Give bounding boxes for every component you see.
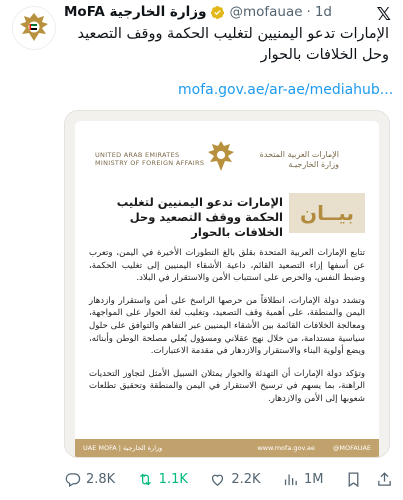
tweet-text: الإمارات تدعو اليمنيين لتغليب الحكمة ووقف التصعيد وحل الخلافات بالحوار xyxy=(77,26,389,63)
statement-paragraph: وتؤكد دولة الإمارات أن التهدئة والحوار يمثلان السبيل الأمثل لتجاوز التحديات الراهنة، بما يسهم في ترسيخ الاستقرار في اليمن والمنطقة وتحقيق تطلعات شعوبها إلى الأمن والازدهار. xyxy=(89,368,365,404)
retweet-icon xyxy=(137,471,154,488)
like-button[interactable] xyxy=(209,471,260,488)
separator-dot: · xyxy=(306,4,311,20)
card-footer xyxy=(75,439,379,457)
retweet-count: 1.1K xyxy=(158,471,188,487)
verified-badge-icon xyxy=(210,5,225,20)
org-name-en: UNITED ARAB EMIRATES MINISTRY OF FOREIGN AFFAIRS xyxy=(95,151,205,167)
action-bar xyxy=(64,468,393,490)
statement-paragraph: وتشدد دولة الإمارات، انطلاقاً من حرصها الراسخ على أمن واستقرار وازدهار اليمن والمنطقة، على أهمية وقف التصعيد، وتغليب لغة الحوار على المواجهة، ومعالجة الخلافات القائمة بين الأشقاء اليمنيين عبر التفاهم والتوافق على حلول سياسية مستدامة، من خلال نهج عقلاني ومسؤول يُعلي مصلحة الوطن وأبنائه، ويضع أولوية البناء والاستقرار والازدهار في مقدمة الاعتبارات. xyxy=(89,295,365,357)
retweet-button[interactable] xyxy=(137,471,188,488)
statement-badge: بيــان xyxy=(289,193,365,233)
share-icon[interactable] xyxy=(376,471,393,488)
falcon-emblem-icon xyxy=(206,139,236,175)
display-name[interactable]: MoFA وزارة الخارجية xyxy=(64,4,207,20)
like-count: 2.2K xyxy=(231,471,261,487)
action-end xyxy=(345,471,393,488)
footer-brand: UAE MOFA | وزارة الخارجية xyxy=(83,444,163,452)
views-button[interactable] xyxy=(282,471,324,488)
statement-image xyxy=(75,121,379,457)
footer-handle: @MOFAUAE xyxy=(332,444,371,452)
statement-header xyxy=(89,193,365,237)
statement-body xyxy=(89,247,365,416)
statement-headline: الإمارات تدعو اليمنيين لتغليب الحكمة ووقف التصعيد وحل الخلافات بالحوار xyxy=(116,195,283,239)
statement-paragraph: تتابع الإمارات العربية المتحدة بقلق بالغ التطورات الأخيرة في اليمن، وتعرب عن أسفها إزاء التصعيد القائم، داعية الأشقاء اليمنيين إلى تغليب الحكمة، وضبط النفس، والحرص على استتباب الأمن والاستقرار في البلاد. xyxy=(89,248,365,284)
reply-button[interactable] xyxy=(64,471,115,488)
avatar[interactable] xyxy=(12,6,56,50)
letterhead xyxy=(75,139,379,179)
reply-count: 2.8K xyxy=(86,471,116,487)
reply-icon xyxy=(64,471,81,488)
views-icon xyxy=(282,471,299,488)
footer-url: www.mofa.gov.ae xyxy=(257,444,315,452)
handle[interactable]: @mofauae xyxy=(229,4,303,20)
views-count: 1M xyxy=(304,471,324,487)
x-logo-icon[interactable]: 𝕏 xyxy=(376,4,391,25)
media-card[interactable] xyxy=(64,110,390,458)
tweet-header xyxy=(64,4,332,20)
heart-icon xyxy=(209,471,226,488)
tweet-link[interactable]: mofa.gov.ae/ar-ae/mediahub... xyxy=(178,82,394,98)
bookmark-icon[interactable] xyxy=(345,471,362,488)
org-name-ar: الإمارات العربية المتحدة وزارة الخارجيـة xyxy=(259,150,339,169)
timestamp[interactable]: 1d xyxy=(314,4,333,20)
uae-emblem-icon xyxy=(16,10,52,46)
